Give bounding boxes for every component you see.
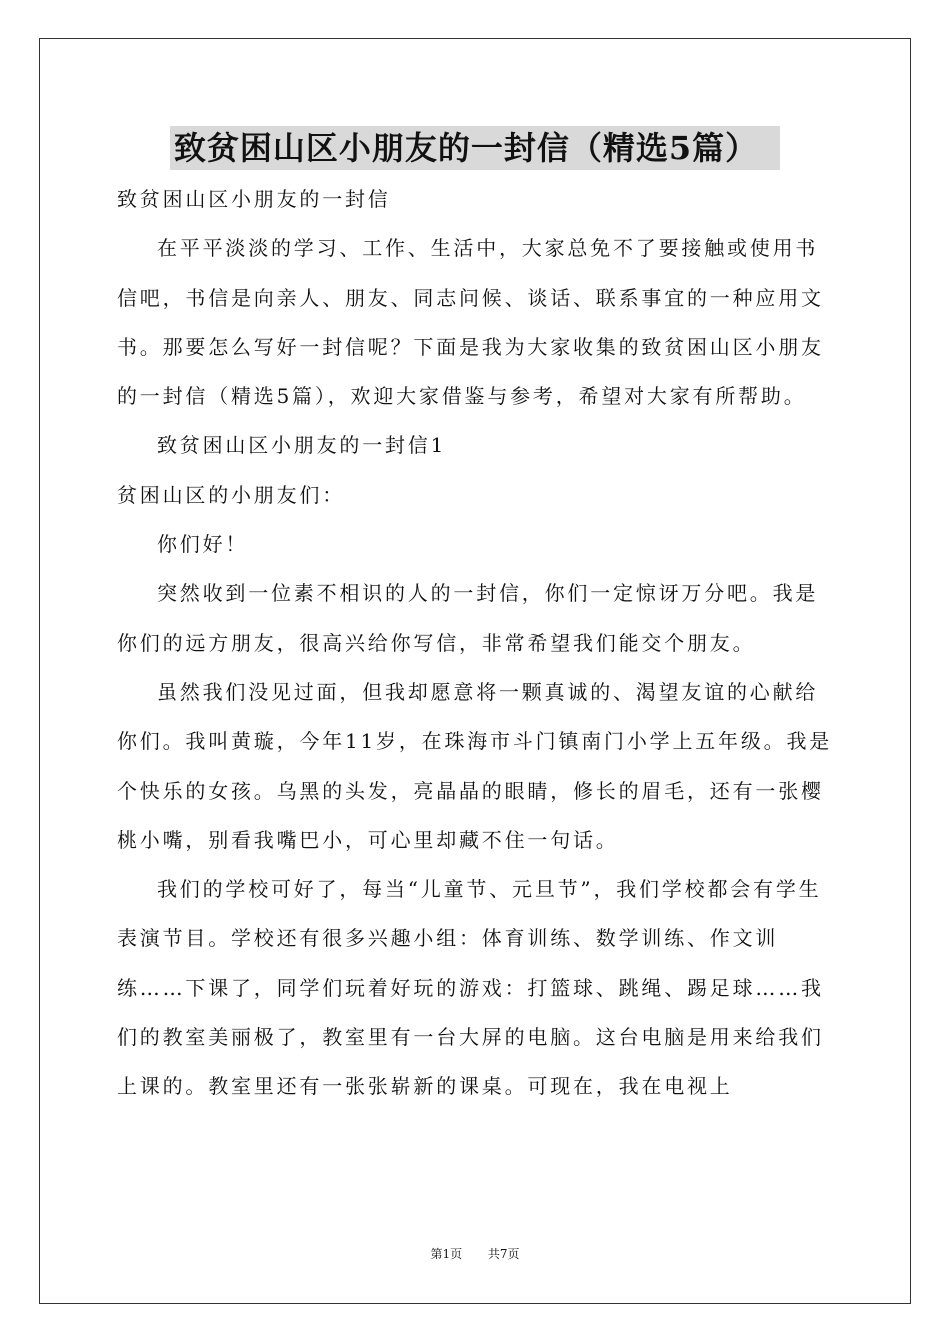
document-title: 致贫困山区小朋友的一封信（精选5篇） xyxy=(170,126,780,170)
document-body xyxy=(117,175,837,1112)
paragraph: 致贫困山区小朋友的一封信 xyxy=(117,187,391,211)
title-container xyxy=(0,126,950,170)
paragraph: 虽然我们没见过面，但我却愿意将一颗真诚的、渴望友谊的心献给你们。我叫黄璇，今年11岁，在珠海市斗门镇南门小学上五年级。我是个快乐的女孩。乌黑的头发，亮晶晶的眼睛，修长的眉毛，还有一张樱桃小嘴，别看我嘴巴小，可心里却藏不住一句话。 xyxy=(117,679,833,852)
paragraph: 突然收到一位素不相识的人的一封信，你们一定惊讶万分吧。我是你们的远方朋友，很高兴给你写信，非常希望我们能交个朋友。 xyxy=(117,581,819,655)
page-number: 第1页 xyxy=(430,1247,463,1261)
paragraph: 我们的学校可好了，每当“儿童节、元旦节”，我们学校都会有学生表演节目。学校还有很多兴趣小组：体育训练、数学训练、作文训练……下课了，同学们玩着好玩的游戏：打篮球、跳绳、踢足球……我们的教室美丽极了，教室里有一台大屏的电脑。这台电脑是用来给我们上课的。教室里还有一张张崭新的课桌。可现在，我在电视上 xyxy=(117,877,824,1099)
paragraph: 贫困山区的小朋友们： xyxy=(117,482,345,507)
page-total: 共7页 xyxy=(487,1247,520,1261)
page-footer xyxy=(0,1246,950,1262)
paragraph: 在平平淡淡的学习、工作、生活中，大家总免不了要接触或使用书信吧，书信是向亲人、朋友、同志问候、谈话、联系事宜的一种应用文书。那要怎么写好一封信呢？下面是我为大家收集的致贫困山区小朋友的一封信（精选5篇），欢迎大家借鉴与参考，希望对大家有所帮助。 xyxy=(117,236,824,409)
paragraph: 你们好！ xyxy=(157,532,249,557)
paragraph: 致贫困山区小朋友的一封信1 xyxy=(157,433,447,458)
